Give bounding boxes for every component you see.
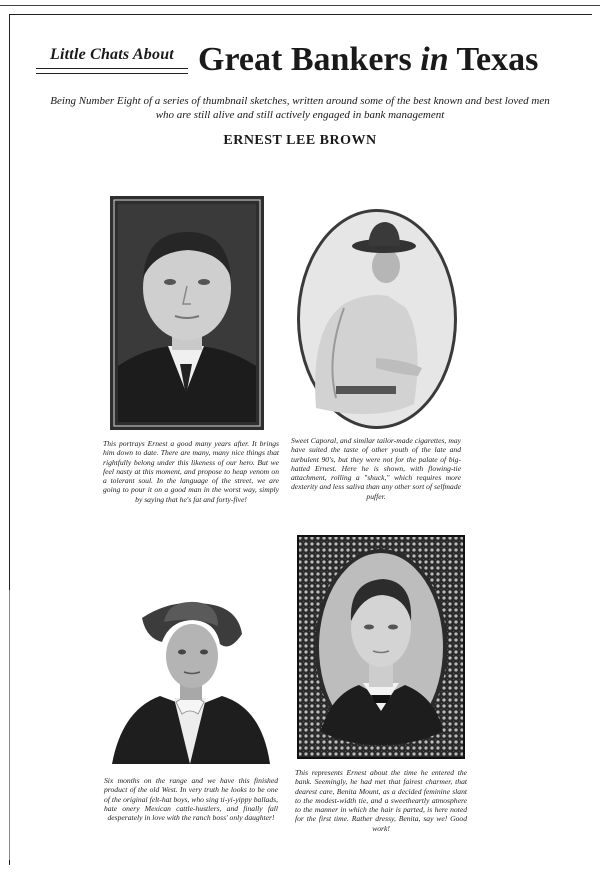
oval-photo-hat	[296, 208, 458, 430]
page-title	[198, 40, 578, 80]
title-part-1: Great Bankers	[198, 41, 421, 78]
caption-young-text: This represents Ernest about the time he entered the bank. Seemingly, he had met that fairest charmer, that dearest care, Benita Mount, as a decided feminine slant to the modest-width tie, and a sweetheartly atmosphere to the manner in which the hair is parted, is here noted for the first time. Rather dressy, Benita, say we! Good work!	[295, 768, 467, 833]
title-part-italic: in	[420, 41, 449, 78]
caption-older-text: This portrays Ernest a good many years after. It brings him down to date. There are many, many nice things that rightfully belong under this likeness of our hero. But we feel nasty at this moment, and propose to heap venom on a tolerant soul. In the language of the street, we are going to pour it on a good man in the worst way, simply by saying that he's fat and forty-five!	[103, 439, 279, 504]
cowboy-photo	[112, 598, 270, 764]
caption-oval	[291, 436, 461, 501]
header-small-title: Little Chats About	[50, 46, 174, 63]
portrait-photo-older	[110, 196, 264, 430]
young-banker-photo	[297, 535, 465, 759]
caption-young	[295, 768, 467, 833]
subtitle: Being Number Eight of a series of thumbnail sketches, written around some of the best known and best loved men who are still alive and still actively engaged in bank management	[50, 95, 550, 121]
title-part-2: Texas	[448, 41, 539, 78]
caption-older	[103, 439, 279, 504]
caption-cowboy-text: Six months on the range and we have this finished product of the old West. In very truth he looks to be one of the original felt-hat boys, who sing ti-yi-yippy ballads, hate onery Mexican cattle-hustlers, and finally fall desperately in love with the ranch boss' only daughter!	[104, 776, 278, 823]
top-rule	[0, 0, 600, 6]
caption-cowboy	[104, 776, 278, 822]
left-frame-rule	[9, 590, 10, 860]
header-underline	[36, 68, 188, 74]
caption-oval-text: Sweet Caporal, and similar tailor-made cigarettes, may have suited the taste of other youth of the late and turbulent 90's, but they were not for the palate of big-hatted Ernest. Here he is shown, with flowing-tie attachment, rolling a "shuck," which requires more dexterity and less saliva than any other sort of selfmade puffer.	[291, 436, 461, 501]
subject-name: ERNEST LEE BROWN	[223, 133, 377, 148]
